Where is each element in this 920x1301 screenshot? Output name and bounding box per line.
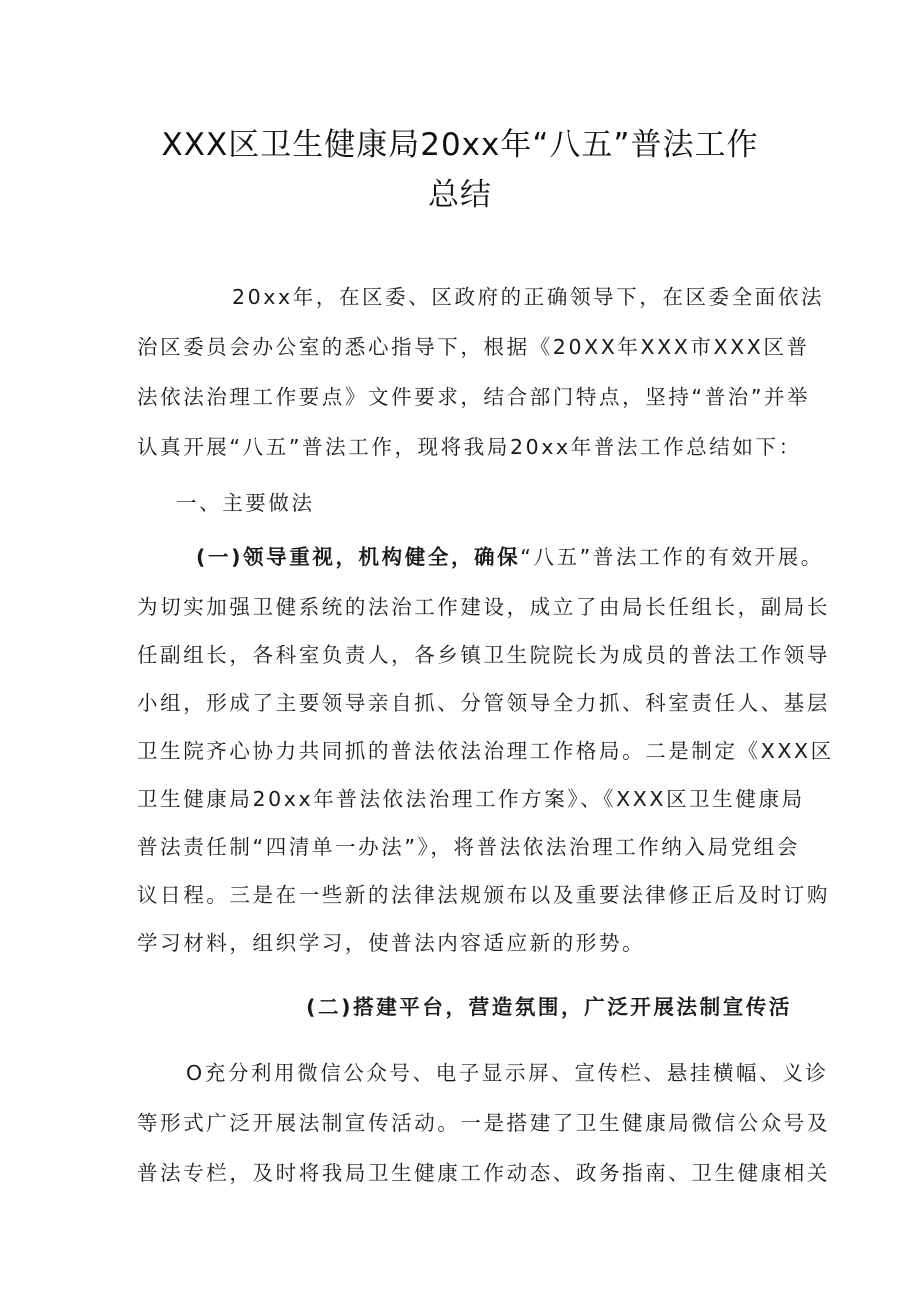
subsection-1-line: 为切实加强卫健系统的法治工作建设，成立了由局长任组长，副局长: [137, 595, 830, 619]
document-title-line-2: 总结: [428, 177, 492, 213]
subsection-1-line: 任副组长，各科室负责人，各乡镇卫生院院长为成员的普法工作领导: [137, 643, 830, 667]
subsection-1-heading-rest: “八五”普法工作的有效开展。: [520, 545, 824, 569]
document-title-line-1: XXX区卫生健康局20xx年“八五”普法工作: [161, 127, 759, 163]
intro-paragraph-line: 20xx年，在区委、区政府的正确领导下，在区委全面依法: [232, 285, 825, 309]
subsection-1-line: 议日程。三是在一些新的法律法规颁布以及重要法律修正后及时订购: [137, 883, 830, 907]
subsection-1-line: 学习材料，组织学习，使普法内容适应新的形势。: [137, 931, 646, 955]
subsection-1-line: 卫生健康局20xx年普法依法治理工作方案》、《XXX区卫生健康局: [137, 787, 805, 811]
intro-paragraph-line: 法依法治理工作要点》文件要求，结合部门特点，坚持“普治”并举: [137, 385, 811, 409]
subsection-1-line: 卫生院齐心协力共同抓的普法依法治理工作格局。二是制定《XXX区: [137, 739, 834, 763]
section-heading: 一、主要做法: [176, 491, 315, 515]
intro-paragraph-line: 治区委员会办公室的悉心指导下，根据《20XX年XXX市XXX区普: [137, 335, 810, 359]
subsection-2-heading: (二)搭建平台，营造氛围，广泛开展法制宣传活: [306, 995, 792, 1019]
subsection-1-heading: (一)领导重视，机构健全，确保: [196, 545, 521, 569]
subsection-2-line: O充分利用微信公众号、电子显示屏、宣传栏、悬挂横幅、义诊: [186, 1061, 829, 1085]
subsection-1-line: 小组，形成了主要领导亲自抓、分管领导全力抓、科室责任人、基层: [137, 691, 830, 715]
subsection-2-line: 普法专栏，及时将我局卫生健康工作动态、政务指南、卫生健康相关: [137, 1161, 830, 1185]
subsection-2-line: 等形式广泛开展法制宣传活动。一是搭建了卫生健康局微信公众号及: [137, 1111, 830, 1135]
subsection-1-heading-line: [196, 542, 824, 572]
subsection-1-line: 普法责任制“四清单一办法”》，将普法依法治理工作纳入局党组会: [137, 835, 800, 859]
intro-paragraph-line: 认真开展“八五”普法工作，现将我局20xx年普法工作总结如下：: [137, 435, 802, 459]
